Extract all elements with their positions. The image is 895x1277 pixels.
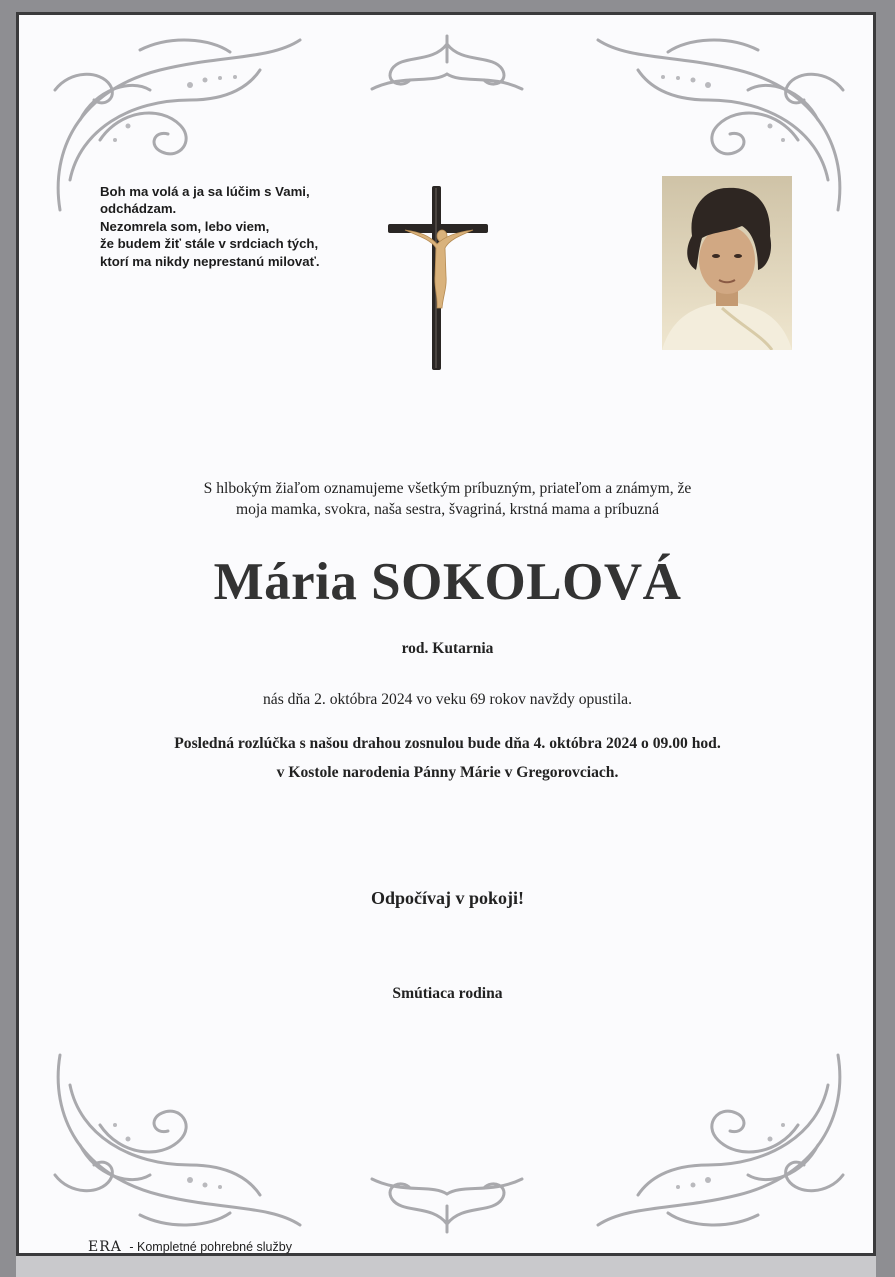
footer-credit [88, 1239, 292, 1255]
center-ornament-bottom [362, 1172, 532, 1234]
intro-line: S hlbokým žiaľom oznamujeme všetkým príbuzným, priateľom a známym, že [203, 480, 692, 497]
corner-ornament-bottom-right [578, 1045, 858, 1235]
crucifix-icon [385, 184, 491, 374]
corner-ornament-bottom-left [40, 1045, 320, 1235]
poem-line: Boh ma volá a ja sa lúčim s Vami, [100, 184, 310, 199]
funeral-time: Posledná rozlúčka s našou drahou zosnulou bude dňa 4. októbra 2024 o 09.00 hod. [174, 735, 721, 752]
poem-line: ktorí ma nikdy neprestanú milovať. [100, 253, 320, 269]
intro-line: moja mamka, svokra, naša sestra, švagriná, krstná mama a príbuzná [235, 501, 660, 518]
mourning-family: Smútiaca rodina [392, 985, 503, 1002]
poem-line: odchádzam. [100, 201, 177, 217]
rest-in-peace: Odpočívaj v pokoji! [370, 888, 525, 908]
maiden-name: rod. Kutarnia [401, 640, 494, 657]
portrait-photo [662, 176, 792, 350]
intro-paragraph [0, 478, 895, 520]
company-logo: ERA [88, 1239, 122, 1255]
deceased-name: Mária SOKOLOVÁ [213, 553, 682, 611]
funeral-location: v Kostole narodenia Pánny Márie v Gregorovciach. [276, 764, 619, 781]
poem-line: Nezomrela som, lebo viem, [100, 218, 270, 234]
date-of-death: nás dňa 2. októbra 2024 vo veku 69 rokov navždy opustila. [263, 691, 632, 708]
farewell-poem [100, 183, 380, 270]
poem-line: že budem žiť stále v srdciach tých, [100, 236, 319, 252]
page-edge [16, 1256, 876, 1277]
funeral-details [0, 729, 895, 787]
footer-text: - Kompletné pohrebné služby [129, 1240, 292, 1254]
center-ornament-top [362, 34, 532, 96]
